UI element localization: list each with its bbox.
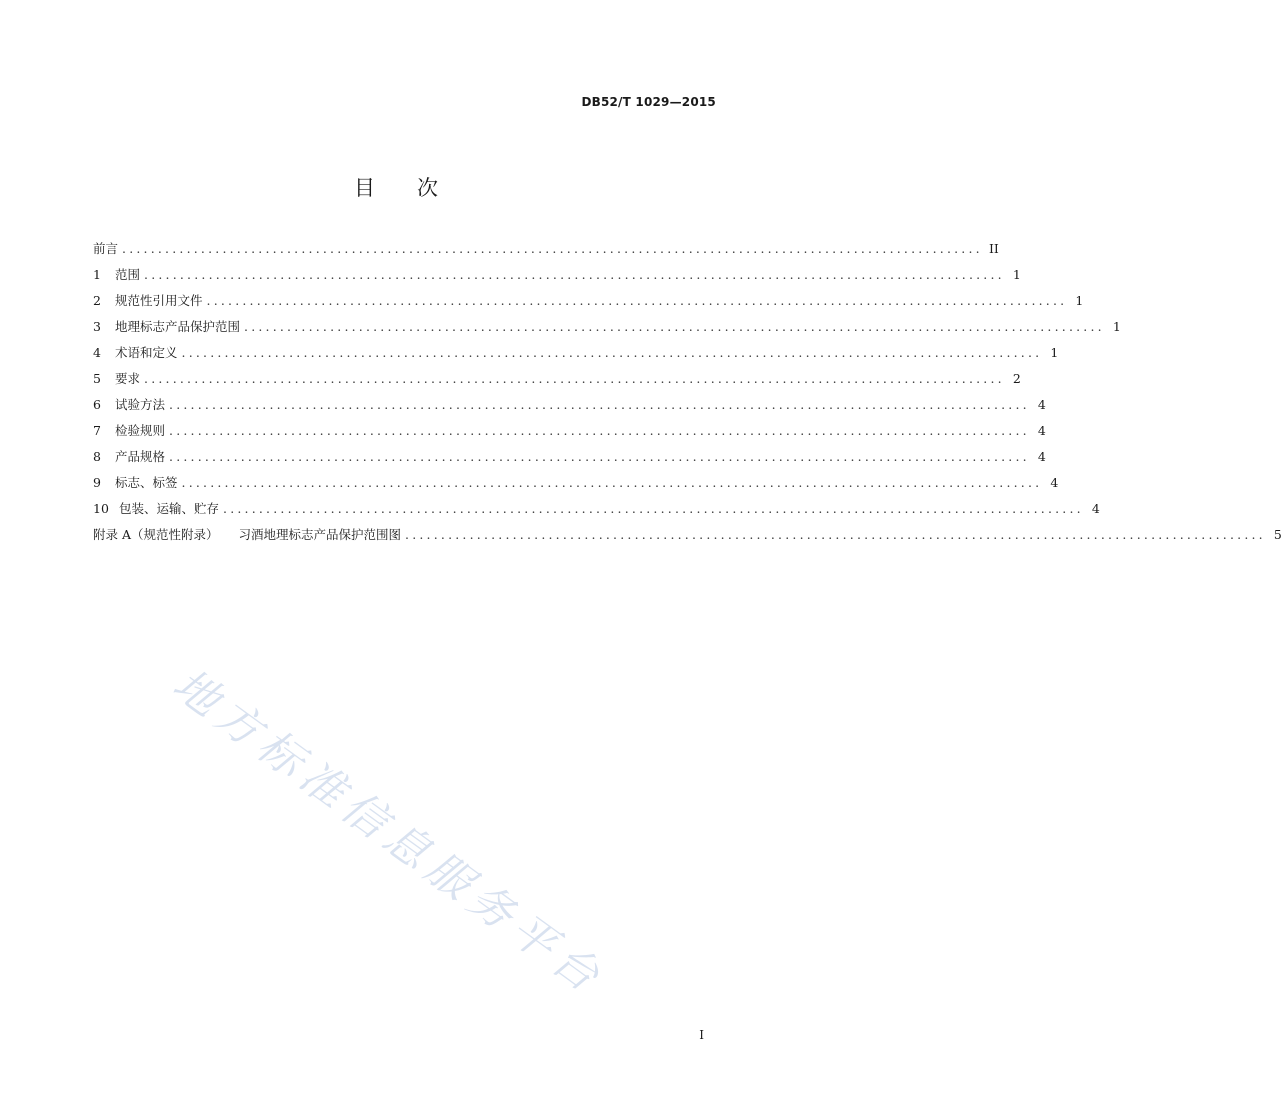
toc-leader-dots: ........................................................................................................................ [169,449,1030,464]
toc-entry-6[interactable] [93,392,1046,418]
toc-entry-number: 1 [93,267,101,282]
toc-entry-foreword[interactable] [93,236,999,262]
toc-entry-page: 1 [1012,267,1021,282]
toc-entry-page: 4 [1037,449,1046,464]
toc-entry-number: 9 [93,475,101,490]
toc-title-char-1: 目 [354,176,375,200]
toc-entry-label: 地理标志产品保护范围 [115,319,241,334]
toc-entry-label: 要求 [115,371,141,386]
toc-entry-page: 2 [1012,371,1021,386]
toc-entry-label: 前言 [93,241,119,256]
toc-entry-9[interactable] [93,470,1059,496]
toc-entry-label: 标志、标签 [115,475,178,490]
toc-entry-number: 3 [93,319,101,334]
toc-entry-label: 术语和定义 [115,345,178,360]
toc-entry-number: 6 [93,397,101,412]
toc-entry-page: 1 [1112,319,1121,334]
toc-entry-3[interactable] [93,314,1121,340]
toc-list [93,236,1282,548]
toc-leader-dots: ........................................................................................................................ [181,345,1043,360]
toc-entry-label: 产品规格 [115,449,166,464]
toc-entry-4[interactable] [93,340,1059,366]
toc-entry-number: 2 [93,293,101,308]
toc-entry-page: 4 [1091,501,1100,516]
toc-leader-dots: ........................................................................................................................ [144,267,1005,282]
page-number: I [699,1028,704,1042]
toc-leader-dots: ........................................................................................................................ [244,319,1105,334]
toc-entry-page: 4 [1037,423,1046,438]
toc-entry-number: 8 [93,449,101,464]
toc-entry-page: 5 [1273,527,1282,542]
standard-code: DB52/T 1029—2015 [581,95,716,109]
toc-entry-annex-title: 习酒地理标志产品保护范围图 [238,527,402,542]
toc-entry-page: 4 [1037,397,1046,412]
toc-entry-number: 4 [93,345,101,360]
toc-entry-7[interactable] [93,418,1046,444]
toc-entry-page: 1 [1075,293,1084,308]
toc-entry-annex-a[interactable] [93,522,1282,548]
toc-entry-8[interactable] [93,444,1046,470]
toc-entry-2[interactable] [93,288,1084,314]
toc-leader-dots: ........................................................................................................................ [405,527,1266,542]
toc-leader-dots: ........................................................................................................................ [206,293,1068,308]
toc-entry-page: 1 [1050,345,1059,360]
toc-entry-5[interactable] [93,366,1021,392]
toc-title [0,172,792,202]
toc-leader-dots: ........................................................................................................................ [169,423,1030,438]
toc-entry-page: II [988,241,999,256]
toc-entry-label: 检验规则 [115,423,166,438]
toc-entry-1[interactable] [93,262,1021,288]
toc-entry-page: 4 [1050,475,1059,490]
toc-leader-dots: ........................................................................................................................ [181,475,1043,490]
toc-leader-dots: ........................................................................................................................ [122,241,983,256]
toc-leader-dots: ........................................................................................................................ [144,371,1005,386]
toc-leader-dots: ........................................................................................................................ [223,501,1084,516]
toc-leader-dots: ........................................................................................................................ [169,397,1030,412]
toc-entry-label: 范围 [115,267,141,282]
toc-entry-number: 10 [93,501,109,516]
toc-entry-label: 试验方法 [115,397,166,412]
toc-entry-number: 5 [93,371,101,386]
watermark: 地方标准信息服务平台 [163,658,615,1006]
toc-entry-label: 附录 A（规范性附录） [93,527,219,542]
toc-entry-number: 7 [93,423,101,438]
toc-entry-10[interactable] [93,496,1100,522]
toc-entry-label: 规范性引用文件 [115,293,203,308]
toc-entry-label: 包装、运输、贮存 [119,501,220,516]
toc-title-char-2: 次 [417,176,438,200]
